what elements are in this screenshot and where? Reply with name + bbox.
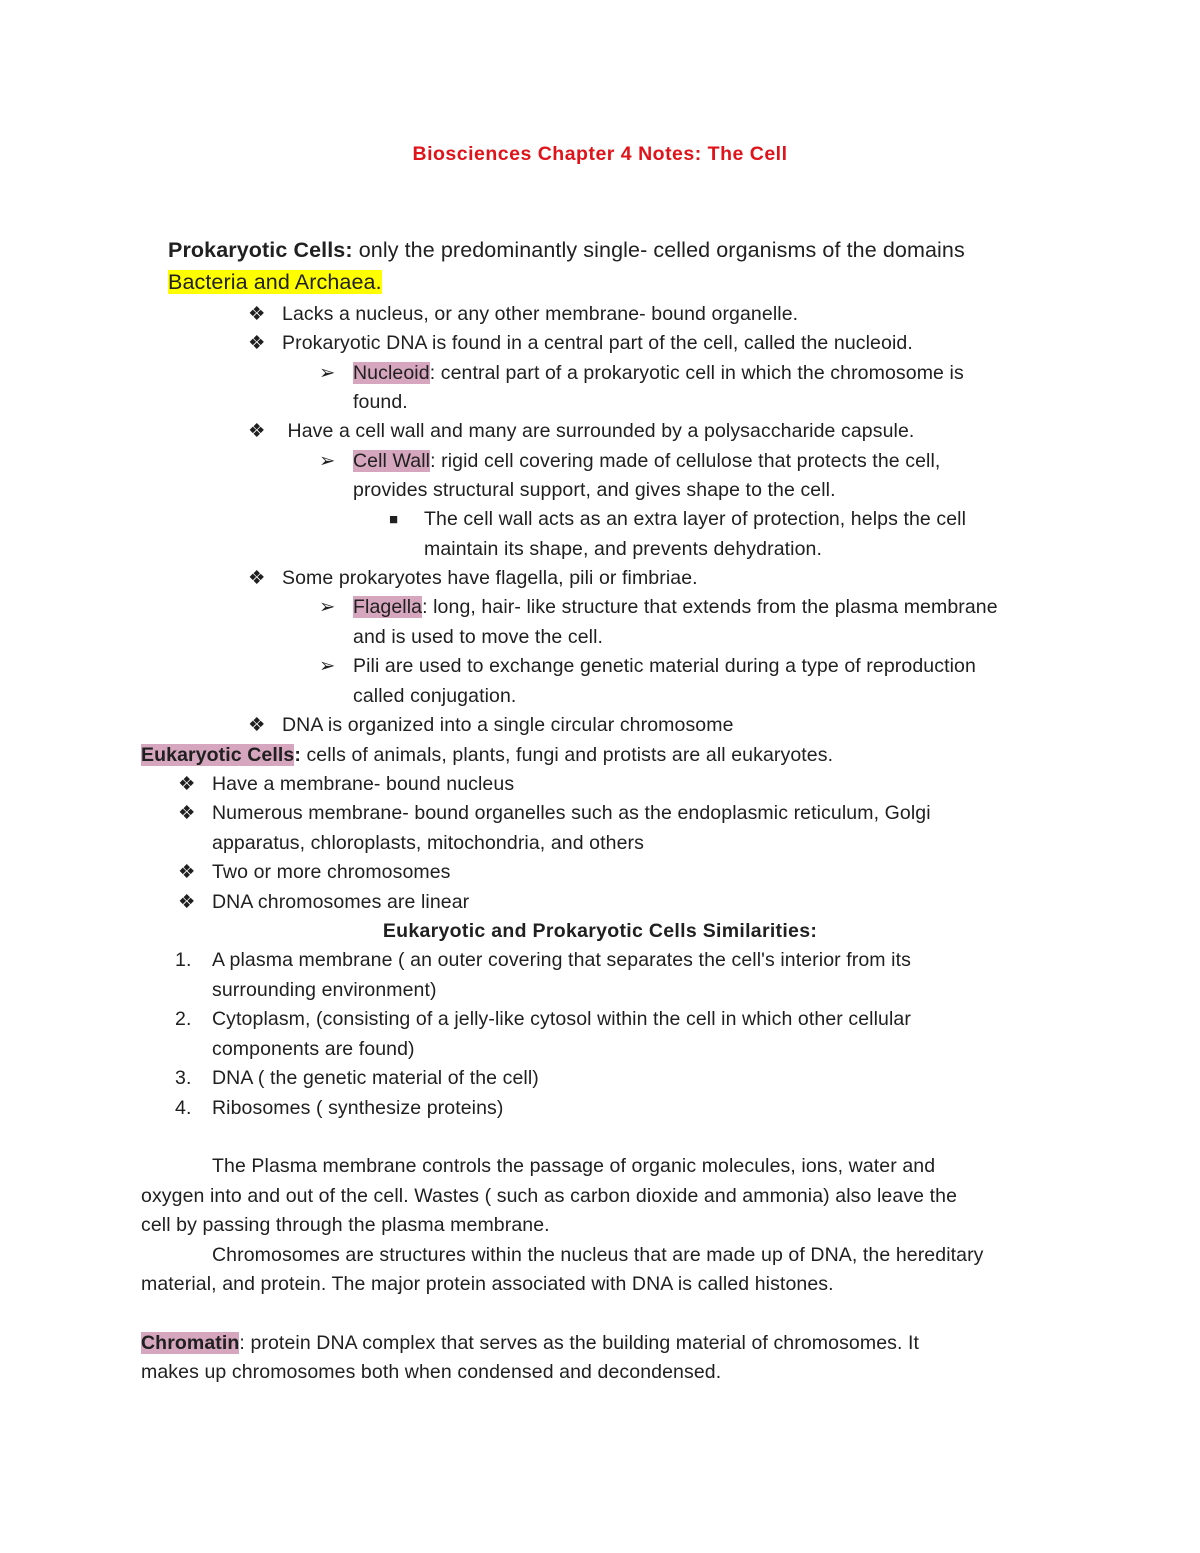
chromatin-definition: Chromatin: protein DNA complex that serves as the building material of chromosomes. It xyxy=(141,1332,920,1354)
cell-wall-subpoint-line2: maintain its shape, and prevents dehydration. xyxy=(424,538,822,560)
similarity-item-1-line2: surrounding environment) xyxy=(212,979,437,1001)
eukaryotic-bullet-3: Two or more chromosomes xyxy=(212,861,451,883)
chromosomes-paragraph: Chromosomes are structures within the nucleus that are made up of DNA, the hereditary xyxy=(212,1244,984,1266)
prokaryotic-intro: Prokaryotic Cells: only the predominantly single- celled organisms of the domains xyxy=(168,238,965,262)
plasma-membrane-paragraph-line2: oxygen into and out of the cell. Wastes ( such as carbon dioxide and ammonia) also leave the xyxy=(141,1185,958,1207)
arrow-bullet-icon: ➢ xyxy=(319,450,336,472)
eukaryotic-heading: Eukaryotic Cells xyxy=(141,744,295,766)
arrow-bullet-icon: ➢ xyxy=(319,362,336,384)
diamond-bullet-icon: ❖ xyxy=(178,861,196,883)
flagella-definition-line2: and is used to move the cell. xyxy=(353,626,604,648)
pili-note-line2: called conjugation. xyxy=(353,685,517,707)
chromatin-term: Chromatin xyxy=(141,1332,240,1354)
eukaryotic-bullet-1: Have a membrane- bound nucleus xyxy=(212,773,515,795)
similarity-item-1: A plasma membrane ( an outer covering that separates the cell's interior from its xyxy=(212,949,911,971)
prokaryotic-bullet-4: Some prokaryotes have flagella, pili or fimbriae. xyxy=(282,567,698,589)
cell-wall-definition-line2: provides structural support, and gives shape to the cell. xyxy=(353,479,836,501)
prokaryotic-bullet-2: Prokaryotic DNA is found in a central part of the cell, called the nucleoid. xyxy=(282,332,913,354)
eukaryotic-intro: Eukaryotic Cells: cells of animals, plants, fungi and protists are all eukaryotes. xyxy=(141,744,834,766)
prokaryotic-heading: Prokaryotic Cells: xyxy=(168,238,353,262)
flagella-term: Flagella xyxy=(353,596,423,618)
flagella-definition: Flagella: long, hair- like structure that extends from the plasma membrane xyxy=(353,596,998,618)
diamond-bullet-icon: ❖ xyxy=(178,891,196,913)
list-number: 2. xyxy=(175,1008,192,1030)
diamond-bullet-icon: ❖ xyxy=(178,773,196,795)
diamond-bullet-icon: ❖ xyxy=(248,567,266,589)
list-number: 4. xyxy=(175,1097,192,1119)
plasma-membrane-paragraph-line3: cell by passing through the plasma membrane. xyxy=(141,1214,550,1236)
cell-wall-term: Cell Wall xyxy=(353,450,431,472)
cell-wall-definition: Cell Wall: rigid cell covering made of cellulose that protects the cell, xyxy=(353,450,941,472)
highlight-bacteria-archaea: Bacteria and Archaea. xyxy=(168,270,382,294)
diamond-bullet-icon: ❖ xyxy=(178,802,196,824)
document-title: Biosciences Chapter 4 Notes: The Cell xyxy=(412,143,788,165)
arrow-bullet-icon: ➢ xyxy=(319,655,336,677)
square-bullet-icon: ■ xyxy=(389,511,399,528)
nucleoid-term: Nucleoid xyxy=(353,362,430,384)
diamond-bullet-icon: ❖ xyxy=(248,714,266,736)
cell-wall-subpoint: The cell wall acts as an extra layer of protection, helps the cell xyxy=(424,508,967,530)
list-number: 3. xyxy=(175,1067,192,1089)
pili-note: Pili are used to exchange genetic material during a type of reproduction xyxy=(353,655,976,677)
diamond-bullet-icon: ❖ xyxy=(248,332,266,354)
eukaryotic-bullet-4: DNA chromosomes are linear xyxy=(212,891,470,913)
chromosomes-paragraph-line2: material, and protein. The major protein associated with DNA is called histones. xyxy=(141,1273,834,1295)
prokaryotic-bullet-1: Lacks a nucleus, or any other membrane- bound organelle. xyxy=(282,303,799,325)
eukaryotic-bullet-2: Numerous membrane- bound organelles such as the endoplasmic reticulum, Golgi xyxy=(212,802,931,824)
similarity-item-2-line2: components are found) xyxy=(212,1038,415,1060)
nucleoid-definition-line2: found. xyxy=(353,391,408,413)
diamond-bullet-icon: ❖ xyxy=(248,420,266,442)
chromatin-definition-line2: makes up chromosomes both when condensed and decondensed. xyxy=(141,1361,722,1383)
prokaryotic-bullet-5: DNA is organized into a single circular chromosome xyxy=(282,714,734,736)
eukaryotic-bullet-2-line2: apparatus, chloroplasts, mitochondria, and others xyxy=(212,832,644,854)
nucleoid-definition: Nucleoid: central part of a prokaryotic cell in which the chromosome is xyxy=(353,362,964,384)
plasma-membrane-paragraph: The Plasma membrane controls the passage of organic molecules, ions, water and xyxy=(212,1155,936,1177)
similarity-item-2: Cytoplasm, (consisting of a jelly-like cytosol within the cell in which other cellular xyxy=(212,1008,911,1030)
prokaryotic-intro-line2 xyxy=(168,268,382,296)
arrow-bullet-icon: ➢ xyxy=(319,596,336,618)
similarities-heading: Eukaryotic and Prokaryotic Cells Similarities: xyxy=(382,920,818,942)
diamond-bullet-icon: ❖ xyxy=(248,303,266,325)
list-number: 1. xyxy=(175,949,192,971)
similarity-item-4: Ribosomes ( synthesize proteins) xyxy=(212,1097,504,1119)
similarity-item-3: DNA ( the genetic material of the cell) xyxy=(212,1067,539,1089)
prokaryotic-bullet-3: Have a cell wall and many are surrounded by a polysaccharide capsule. xyxy=(282,420,915,442)
